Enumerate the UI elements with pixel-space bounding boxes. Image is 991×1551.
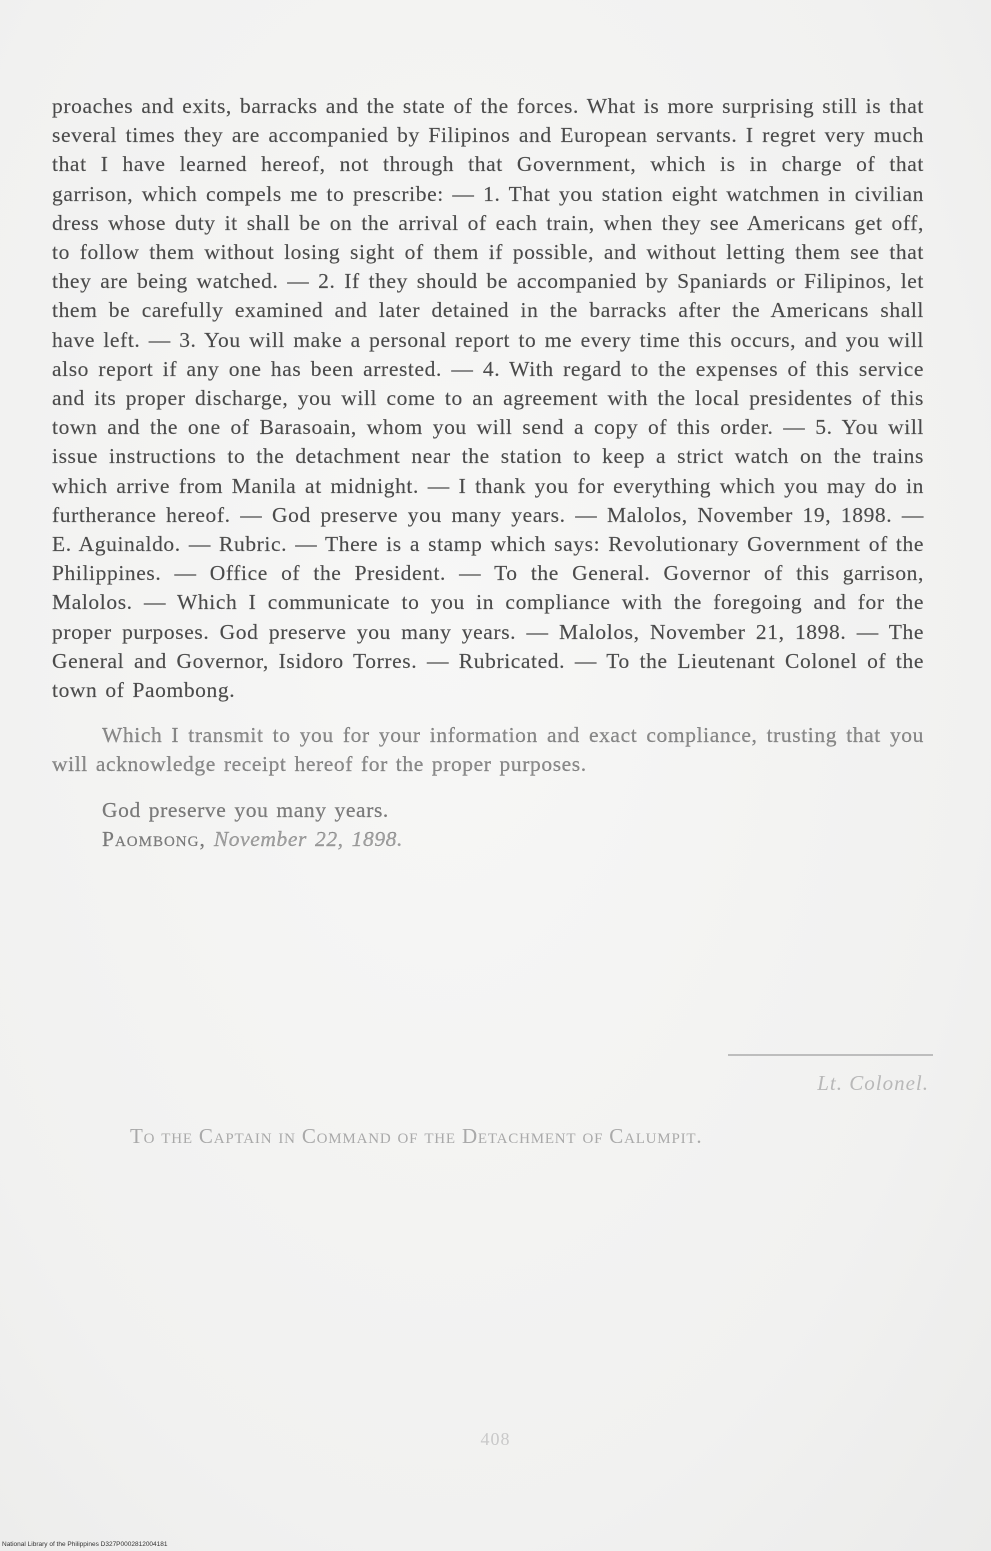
closing-salutation: God preserve you many years.	[102, 797, 389, 822]
closing-block	[52, 796, 924, 854]
signature-title: Lt. Colonel.	[817, 1071, 929, 1095]
body-paragraph-2: Which I transmit to you for your information and exact compliance, trusting that you will acknowledge receipt hereof for the proper purposes.	[52, 723, 924, 777]
addressee-line: To the Captain in Command of the Detachment of Calumpit.	[130, 1124, 703, 1148]
place-name: Paombong,	[102, 826, 206, 851]
place-date-line	[102, 825, 924, 854]
body-paragraph-1: proaches and exits, barracks and the state of the forces. What is more surprising still is that several times they are accompanied by Filipinos and European servants. I regret very much that I have learned hereof, not through that Government, which is in charge of that garrison, which compels me to prescribe: — 1. That you station eight watchmen in civilian dress whose duty it shall be on the arrival of each train, when they see Americans get off, to follow them without losing sight of them if possible, and without letting them see that they are being watched. — 2. If they should be accompanied by Spaniards or Filipinos, let them be carefully examined and later detained in the barracks after the Americans shall have left. — 3. You will make a personal report to me every time this occurs, and you will also report if any one has been arrested. — 4. With regard to the expenses of this service and its proper discharge, you will come to an agreement with the local presidentes of this town and the one of Barasoain, whom you will send a copy of this order. — 5. You will issue instructions to the detachment near the station to keep a strict watch on the trains which arrive from Manila at midnight. — I thank you for everything which you may do in furtherance hereof. — God preserve you many years. — Malolos, November 19, 1898. — E. Aguinaldo. — Rubric. — There is a stamp which says: Revolutionary Government of the Philippines. — Office of the President. — To the General. Governor of this garrison, Malolos. — Which I communicate to you in compliance with the foregoing and for the proper purposes. God preserve you many years. — Malolos, November 21, 1898. — The General and Governor, Isidoro Torres. — Rubricated. — To the Lieutenant Colonel of the town of Paombong.	[52, 94, 924, 703]
library-footer-note: National Library of the Philippines D327P0002812004181	[2, 1541, 168, 1548]
letter-date: November 22, 1898.	[213, 826, 403, 851]
page-number: 408	[480, 1429, 511, 1449]
signature-rule	[728, 1054, 933, 1056]
document-body	[52, 92, 924, 854]
